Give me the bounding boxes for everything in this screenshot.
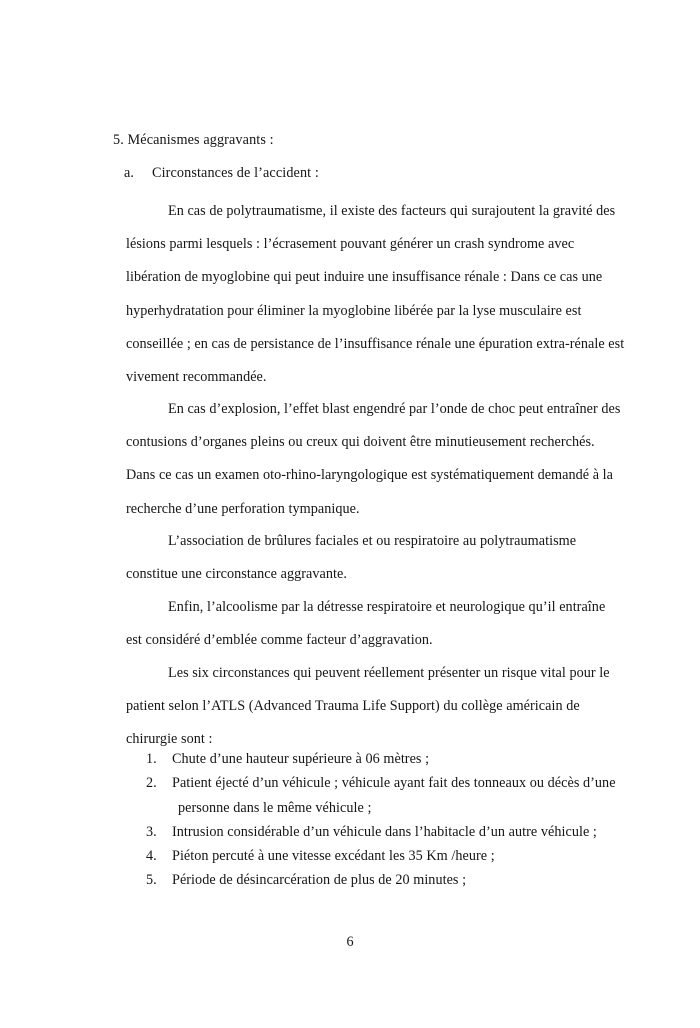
paragraph-line: libération de myoglobine qui peut induire une insuffisance rénale : Dans ce cas une: [126, 269, 603, 286]
list-item-line: Piéton percuté à une vitesse excédant les 35 Km /heure ;: [172, 848, 495, 865]
list-item-text: [172, 820, 597, 844]
paragraph-line: recherche d’une perforation tympanique.: [126, 500, 360, 517]
page-number: 6: [346, 934, 354, 950]
paragraph-line: En cas de polytraumatisme, il existe des facteurs qui surajoutent la gravité des: [168, 203, 616, 219]
paragraph-line: chirurgie sont :: [126, 731, 213, 748]
paragraph-brulures: [126, 525, 626, 591]
list-item: [146, 868, 626, 892]
paragraph-line: Enfin, l’alcoolisme par la détresse respiratoire et neurologique qu’il entraîne: [168, 599, 606, 615]
paragraph-text: [126, 525, 626, 591]
list-item-text: [172, 868, 466, 892]
paragraph-line: En cas d’explosion, l’effet blast engendré par l’onde de choc peut entraîner des: [168, 401, 621, 417]
paragraph-line: patient selon l’ATLS (Advanced Trauma Life Support) du collège américain de: [126, 698, 580, 715]
list-item-line: Intrusion considérable d’un véhicule dans l’habitacle d’un autre véhicule ;: [172, 823, 597, 840]
paragraph-atls: [126, 657, 626, 757]
paragraph-explosion: [126, 393, 626, 526]
sub-heading-label: Circonstances de l’accident :: [152, 165, 319, 181]
paragraph-line: constitue une circonstance aggravante.: [126, 566, 347, 583]
paragraph-text: [126, 393, 626, 526]
sub-heading: [124, 164, 319, 182]
list-item-line: Patient éjecté d’un véhicule ; véhicule ayant fait des tonneaux ou décès d’une: [172, 775, 616, 792]
paragraph-polytraumatisme: [126, 195, 626, 394]
paragraph-line: contusions d’organes pleins ou creux qui doivent être minutieusement recherchés.: [126, 434, 595, 451]
list-item-text: [172, 747, 429, 771]
paragraph-line: est considéré d’emblée comme facteur d’aggravation.: [126, 632, 433, 649]
list-item-number: 2.: [146, 775, 157, 792]
paragraph-line: conseillée ; en cas de persistance de l’insuffisance rénale une épuration extra-rénale est: [126, 335, 625, 352]
paragraph-text: [126, 195, 626, 394]
sub-heading-marker: a.: [124, 165, 135, 181]
section-heading: 5. Mécanismes aggravants :: [113, 132, 274, 148]
list-item: [146, 747, 626, 771]
paragraph-line: vivement recommandée.: [126, 369, 267, 386]
list-item-text: [172, 844, 495, 868]
list-item-number: 1.: [146, 751, 157, 767]
paragraph-line: L’association de brûlures faciales et ou respiratoire au polytraumatisme: [168, 533, 577, 549]
paragraph-line: lésions parmi lesquels : l’écrasement pouvant générer un crash syndrome avec: [126, 236, 575, 253]
list-item-number: 3.: [146, 823, 157, 840]
list-item-number: 5.: [146, 872, 157, 889]
list-item-text: [172, 771, 616, 820]
list-item-line: Chute d’une hauteur supérieure à 06 mètres ;: [172, 751, 430, 767]
paragraph-text: [126, 591, 626, 657]
list-item-line: personne dans le même véhicule ;: [178, 799, 372, 816]
list-item: [146, 771, 626, 820]
paragraph-line: Dans ce cas un examen oto-rhino-laryngologique est systématiquement demandé à la: [126, 467, 614, 484]
paragraph-text: [126, 657, 626, 757]
list-item-number: 4.: [146, 848, 157, 865]
paragraph-alcoolisme: [126, 591, 626, 657]
list-item: [146, 820, 626, 844]
paragraph-line: hyperhydratation pour éliminer la myoglobine libérée par la lyse musculaire est: [126, 302, 582, 319]
list-item-line: Période de désincarcération de plus de 20 minutes ;: [172, 872, 467, 889]
list-item: [146, 844, 626, 868]
risk-circumstances-list: [146, 747, 626, 893]
paragraph-line: Les six circonstances qui peuvent réellement présenter un risque vital pour le: [168, 665, 610, 681]
